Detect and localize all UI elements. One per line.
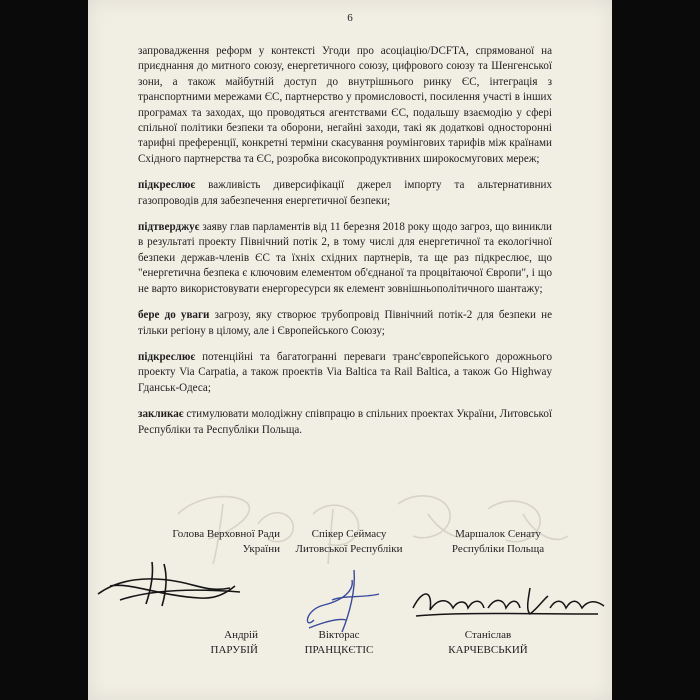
paragraph-lead: підкреслює [138, 179, 196, 192]
paragraph-lead: бере до уваги [138, 309, 210, 322]
page-number: 6 [347, 12, 353, 24]
document-page [88, 0, 612, 700]
signature-3 [408, 578, 608, 628]
paragraph-lead: підтверджує [138, 221, 200, 234]
signatory-3-name: Станіслав КАРЧЕВСЬКИЙ [448, 629, 528, 656]
paragraph: бере до уваги загрозу, яку створює трубопровід Північний потік-2 для безпеки не тільки регіону в цілому, але і Європейського Союзу; [138, 309, 552, 337]
paragraph: запровадження реформ у контексті Угоди про асоціацію/DCFTA, спрямованої на приєднання до митного союзу, енергетичного союзу, цифрового союзу та Шенгенської зони, а також майбутній доступ до внутрішнього ринку ЄС, інтеграція з транспортними мережами ЄС, партнерство у промисловості, посилення участі в інших програмах та заходах, що проводяться агентствами ЄС, подальшу взаємодію у сфері спільної політики безпеки та оборони, негайні заходи, такі як додаткові односторонні тарифні преференції, конкретні терміни скасування роумінгових тарифів між країнами Східного партнерства та ЄС, розробка високопродуктивних широкосмугових мереж; [138, 45, 552, 165]
paragraph: підтверджує заяву глав парламентів від 11 березня 2018 року щодо загроз, що виникли в результаті проекту Північний потік 2, в тому числі для енергетичної та екологічної безпеки держав-членів ЄС та їхніх східних партнерів, та ще раз підкреслює, що "енергетична безпека є ключовим елементом об'єднаної та процвітаючої Європи", і що не варто використовувати енергоресурси як елемент зовнішньополітичного шантажу; [138, 221, 552, 295]
paragraph: підкреслює важливість диверсифікації джерел імпорту та альтернативних газопроводів для забезпечення енергетичної безпеки; [138, 179, 552, 207]
signatory-2-name: Вікторас ПРАНЦКЄТІС [304, 629, 374, 656]
paragraph-lead: підкреслює [138, 350, 196, 363]
signatory-1-name: Андрій ПАРУБІЙ [210, 629, 258, 656]
paragraph: закликає стимулювати молодіжну співпрацю в спільних проектах України, Литовської Республіки та Республіки Польща. [138, 408, 552, 436]
paragraph-lead: закликає [138, 408, 184, 421]
paragraph: підкреслює потенційні та багатогранні переваги транс'європейського дорожнього проекту Via Carpatia, а також проектів Via Baltica та Rail Baltica, а також Go Highway Гданськ-Одеса; [138, 350, 552, 394]
signatory-1-title: Голова Верховної Ради України [172, 528, 280, 555]
signatory-3-title: Маршалок Сенату Республіки Польща [451, 528, 545, 555]
signatory-2-title: Спікер Сеймасу Литовської Республіки [295, 528, 403, 555]
signature-1 [90, 552, 250, 612]
resolution-text [138, 44, 552, 449]
